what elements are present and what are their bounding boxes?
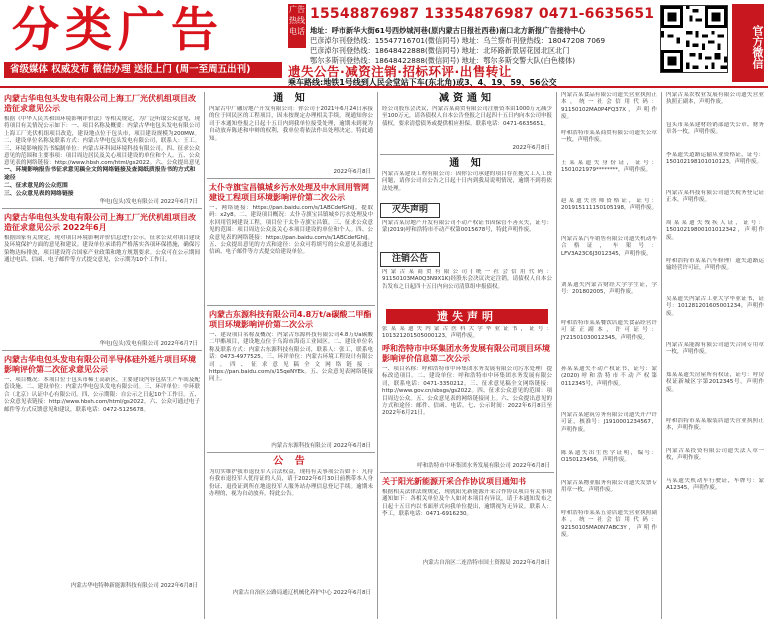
notice-body: 内蒙古某房地产开发有限公司不动产权证书因保管不善灭失，证号：蒙(2019)呼和浩特市不动产权第0015678号，特此声明作废。 <box>382 220 552 234</box>
notice-body: 张某某遗失内蒙古医科大学毕业证书，证号：101321201505000123，声明作废。 <box>382 326 552 340</box>
classified-item: 周某某遗失残疾人证，证号：15010219800101012342，声明作废。 <box>666 220 764 241</box>
classified-item: 内蒙古某投资有限公司遗失法人章一枚，声明作废。 <box>666 448 764 462</box>
notice-body: 内蒙古某商贸有限公司(统一社会信用代码：91150103MA0Q3N9X1K)经股东会决议决定注销，请债权人自本公告发布之日起四十五日内向公司清算组申报债权。 <box>382 269 552 290</box>
address-line-2: 巴彦淖尔刊登热线：15547716701(微信同号) 地址：乌兰察布刊登热线：18047208 7069 <box>310 36 606 45</box>
notice-heading: 遗失声明 <box>386 309 548 324</box>
divider <box>207 305 375 306</box>
classified-item: 呼和浩特市某某五金店遗失营业执照副本，统一社会信用代码：92150105MA0N7ABC3Y，声明作废。 <box>561 510 657 539</box>
notice-heading: 内蒙古华电包头发电有限公司上海工厂光伏机组项目改造征求意见公示 <box>4 94 196 113</box>
notice-body: 一、建设项目名称及概况：内蒙古东源科技有限公司4.8万t/a碳酸二甲酯项目，建设地点位于乌海市海南工业园区。二、建设单位名称及联系方式：内蒙古东源科技有限公司，联系人：张工，联系电话：0473-4977525。三、环评单位：内蒙古环境工程设计有限公司。四、征求意见稿全文网络链接：https://pan.baidu.com/s/15qeNYEk。五、公众意见表网络链接同上。 <box>209 332 373 383</box>
column-rule <box>661 92 662 619</box>
notice-signature: 呼和浩特市中环集团水务发展有限公司 2022年6月8日 <box>417 463 550 469</box>
classified-item: 郑某某遗失房屋所有权证，证号：呼房权证新城区字第2012345号，声明作废。 <box>666 372 764 393</box>
notice-heading: 灭失声明 <box>380 203 440 218</box>
column-5 <box>664 92 766 619</box>
classified-item: 呼和浩特市某某餐饮店遗失食品经营许可证正副本，许可证号：JY21501030012345，声明作废。 <box>561 320 657 341</box>
notice-signature: 内蒙古东源科技有限公司 2022年6月8日 <box>271 443 371 449</box>
notice-signature: 内蒙古自治区二连浩特市国土资源局 2022年6月8日 <box>422 560 550 566</box>
classified-item: 呼和浩特市某某汽车修理厂遗失道路运输经营许可证，声明作废。 <box>666 258 764 272</box>
classified-item: 吴某遗失内蒙古工业大学毕业证书，证号：101281201605001234，声明作废。 <box>666 296 764 317</box>
classified-item: 内蒙古某汽车销售有限公司遗失机动车合格证，车架号：LFV3A23C6J3012345，声明作废。 <box>561 236 657 257</box>
notice-body: 内蒙古中广融房地产开发有限公司：你公司于2021年6月24日承接的位于回民区的工程项目，因未按规定办理相关手续，现通知你公司于本通知登报之日起十五日内到我单位接受处理，逾期未到视为自动放弃陈述和申辩的权利，我单位将依法作出处理决定。特此通知。 <box>209 106 373 142</box>
column-4 <box>559 92 659 619</box>
notice-subhead: 三、公众意见表的网络链接 <box>4 191 74 197</box>
notice-subhead: 一、环境影响报告书征求意见稿全文的网络链接及查阅纸质报告书的方式和途径 <box>4 167 196 181</box>
slogan-bar: 省级媒体 权威发布 微信办理 送报上门 (周一至周五出刊) <box>4 62 282 78</box>
classified-item: 呼和浩特市某某服装店遗失营业执照正本，声明作废。 <box>666 418 764 432</box>
notice-heading: 注销公告 <box>380 252 440 267</box>
divider <box>207 178 375 179</box>
classified-item: 内蒙古某科技有限公司遗失税务登记证正本，声明作废。 <box>666 190 764 204</box>
notice-body: 一、网络链接：https://pan.baidu.com/s/1ABCdefGhIJ，提取码：x2y8。二、建设项目概况：太仆寺旗宝昌镇城乡污水处理及中水回用管网建设工程，项目位于太仆寺旗宝昌镇。三、征求公众意见的范围：项目周边公众及关心本项目建设的单位和个人。四、公众意见表的网络链接：https://pan.baidu.com/s/1ABCdefGhIJ。五、公众提出意见的方式和途径：公众可将填写的公众意见表通过信函、电子邮件等方式提交给建设单位。 <box>209 205 373 256</box>
classified-item: 李某遗失道路运输从业资格证，证号：150102198101010123，声明作废。 <box>666 152 764 166</box>
classified-item: 内蒙古某食品有限公司遗失营业执照正本，统一社会信用代码：91150102MA0P4FQ37X，声明作废。 <box>561 92 657 121</box>
masthead-left <box>4 4 282 82</box>
wechat-tag: 官方微信 <box>732 4 764 82</box>
column-2 <box>207 92 375 619</box>
column-rule <box>556 92 557 619</box>
classified-item: 王某某遗失身份证，证号：1501021979********，声明作废。 <box>561 160 657 174</box>
divider <box>207 452 375 453</box>
address-line-1: 地址：呼市新华大街61号西炒城河巷(原内蒙古日报社西巷)南口北方新报广告接待中心 <box>310 26 586 35</box>
address-line-4: 鄂尔多斯刊登热线：18648422888(微信同号) 地址：鄂尔多斯交警大队(白色楼体) <box>310 56 576 65</box>
divider <box>2 208 202 209</box>
notice-body: 为切实维护我市退役军人合法权益，现将有关事项公告如下：凡持有我市退役军人优待证的人员，请于2022年6月30日前携带本人身份证、退役证到所在地退役军人服务站办理信息登记手续。逾期未办理的，视为自动放弃。特此公告。 <box>209 469 373 498</box>
notice-heading: 公 告 <box>273 456 309 467</box>
notice-subhead: 二、征求意见的公众范围 <box>4 183 68 189</box>
notice-heading: 呼和浩特市中环集团水务发展有限公司项目环境影响评价信息第二次公示 <box>382 344 550 363</box>
notice-heading: 通 知 <box>273 93 309 104</box>
classified-item: 内蒙古某农牧业发展有限公司遗失营业执照正副本，声明作废。 <box>666 92 764 106</box>
classified-item: 陈某遗失出生医学证明，编号：O150123456，声明作废。 <box>561 450 657 464</box>
notice-heading: 内蒙古华电包头发电有限公司上海工厂光伏机组项目改造征求意见公示 2022年6月 <box>4 213 196 232</box>
notice-body: 内蒙古某建设工程有限公司：因你公司承建的项目存在拖欠工人工资问题，请你公司自公告之日起十日内到我局说明情况，逾期不到将依法处理。 <box>382 171 552 192</box>
classified-item: 马某遗失机动车行驶证，车牌号：蒙A12345，声明作废。 <box>666 478 764 492</box>
notice-signature: 2022年6月8日 <box>333 169 371 175</box>
notice-heading: 内蒙古华电包头发电有限公司半导体硅外延片项目环境影响评价第二次征求意见公示 <box>4 355 196 374</box>
notice-body: 一、项目概况：本项目位于包头市稀土高新区，主要建设内容包括生产车间及配套设施。二、建设单位：内蒙古华电包头发电有限公司。三、环评单位：中环联合（北京）认证中心有限公司。四、公示期限：自公示之日起10个工作日。五、公众意见表链接：http://www.hbsh.com/html/gs2022。六、公众可通过电子邮件等方式反馈意见和建议，联系电话：0472-5125678。 <box>4 377 200 413</box>
hotline-phones: 15548876987 13354876987 0471-6635651 <box>310 6 655 22</box>
notice-signature: 内蒙古自治区公路局通辽机械化养护中心 2022年6月8日 <box>232 590 371 596</box>
bus-route: 乘车路线:地铁1号线到人民会堂站下车(东北角)或3、4、19、59、56公交 <box>288 78 557 87</box>
notice-heading: 通 知 <box>449 158 485 169</box>
divider <box>2 350 202 351</box>
classified-item: 呼和浩特市某某商贸有限公司遗失公章一枚，声明作废。 <box>561 130 657 144</box>
masthead <box>0 0 768 88</box>
classified-item: 内蒙古某能源有限公司遗失合同专用章一枚，声明作废。 <box>666 342 764 356</box>
notice-body: 经公司股东会决议，内蒙古某商贸有限公司注册资本由1000万元减少至100万元，请各债权人自本公告登报之日起四十五日内向本公司申报债权，要求清偿债务或提供相应担保。联系电话：0471-6635651。 <box>382 106 553 127</box>
notice-signature: 2022年6月8日 <box>512 145 550 151</box>
column-1 <box>2 92 202 619</box>
notice-heading: 关于阳光新能源开采合作协议项目通知书 <box>382 477 526 486</box>
divider <box>380 154 554 155</box>
notice-signature: 华电(包头)发电有限公司 2022年6月7日 <box>99 341 198 347</box>
classified-item: 刘某遗失内蒙古财经大学学生证，学号：201802005，声明作废。 <box>561 282 657 296</box>
notice-body: 根据相关法律法规规定，现就阳光新能源开采合作协议项目有关事项通知如下：各相关单位及个人如对本项目有异议，请于本通知发布之日起十五日内以书面形式向我单位提出，逾期视为无异议。联系人：李工，联系电话：0471-6916230。 <box>382 489 552 518</box>
hotline-tag: 广告热线电话 <box>288 4 306 48</box>
qr-code-icon <box>660 5 728 73</box>
divider <box>380 472 554 473</box>
notice-signature: 华电(包头)发电有限公司 2022年6月7日 <box>99 199 198 205</box>
classified-item: 赵某遗失医师资格证，证号：201915111150105198，声明作废。 <box>561 198 657 212</box>
content-columns <box>0 92 768 619</box>
classified-item: 内蒙古某建筑劳务有限公司遗失开户许可证，核准号：J1910001234567，声明作废。 <box>561 412 657 433</box>
column-rule <box>377 92 378 619</box>
notice-signature: 内蒙古华电特种新能源科技有限公司 2022年6月8日 <box>70 583 198 589</box>
notice-heading: 内蒙古东源科技有限公司4.8万t/a碳酸二甲酯项目环境影响评价第二次公示 <box>209 310 372 329</box>
services-banner: 遗失公告·减资注销·招标环评·出售转让 <box>288 64 512 79</box>
address-line-3: 巴彦淖尔刊登热线：18648422888(微信同号) 地址：北环路新景居花园北区北门 <box>310 46 570 55</box>
column-rule <box>204 92 205 619</box>
column-3 <box>380 92 554 619</box>
notice-body: 根据国家有关规定，现对项目环境影响评价信息进行公示，征求公众对项目建设及环境保护方面的意见和建议。建设单位承诺将严格落实各项环保措施，确保污染物达标排放，项目建设符合国家产业政策和地方规划要求。公众可在公示期间通过电话、信函、电子邮件等方式提交意见，公示期为10个工作日。 <box>4 235 200 264</box>
notice-body: 根据《中华人民共和国环境影响评价法》等相关规定，为广泛听取公众意见，现将项目有关情况公示如下：一、项目名称及概要：内蒙古华电包头发电有限公司上海工厂光伏机组项目改造，建设地点位于包头市，项目建设规模为200MW。二、建设单位名称及联系方式：内蒙古华电包头发电有限公司，联系人：王工。三、环境影响报告书编制单位：内蒙古环科园环境科技有限公司。四、征求公众意见的范围和主要事项：项目周边居民及关心项目建设的单位和个人。五、公众意见表的网络链接：http://www.hbsh.com/html/gs2022。六、公众提出意见 <box>4 116 200 166</box>
classified-item: 内蒙古某物业服务有限公司遗失发票专用章一枚，声明作废。 <box>561 480 657 494</box>
notice-heading: 减资通知 <box>439 93 495 104</box>
masthead-contact <box>288 4 655 87</box>
notice-body: 一、项目名称：呼和浩特市中环集团水务发展有限公司污水处理厂提标改造项目。二、建设单位：呼和浩特市中环集团水务发展有限公司，联系电话：0471-3350212。三、征求意见稿全文网络链接：http://www.gov.cn/sbsgs/gs2022。四、征求公众意见的范围：项目周边公众。五、公众意见表的网络链接同上。六、公众提出意见的方式和途径：邮件、信函、电话。七、公示时间：2022年6月8日至2022年6月21日。 <box>382 366 552 417</box>
classified-item: 包头市某某建材经销部遗失公章、财务章各一枚，声明作废。 <box>666 122 764 136</box>
classified-item: 孙某某遗失不动产权证书，证号：蒙(2020)呼和浩特市不动产权第0112345号，声明作废。 <box>561 366 657 387</box>
notice-heading: 太仆寺旗宝昌镇城乡污水处理及中水回用管网建设工程项目环境影响评价第二次公示 <box>209 183 369 202</box>
page-title: 分类广告 <box>12 3 224 58</box>
